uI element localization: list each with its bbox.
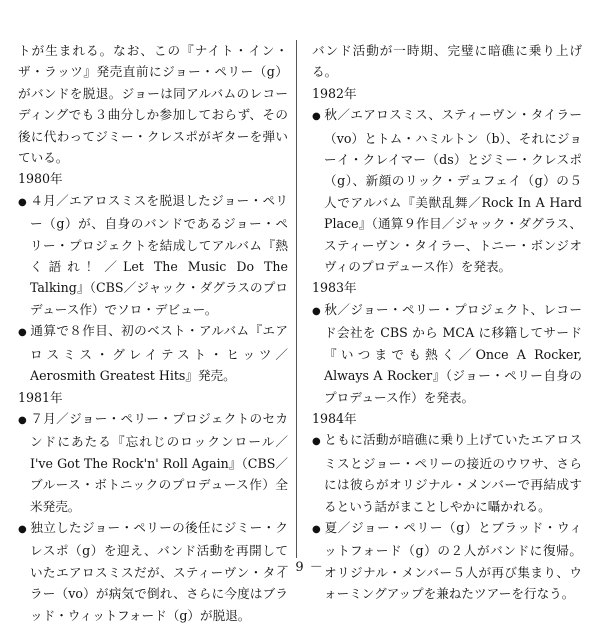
entry-text: 独立したジョー・ペリーの後任にジミー・クレスポ（g）を迎え、バンド活動を再開していたエアロスミスだが、スティーヴン・タイラー（vo）が病気で倒れ、さらに今度はブラッド・ウィットフォード（g）が脱退。 [30,519,288,623]
bullet-icon: ● [312,523,321,535]
entry-1980-april [18,190,288,320]
entry-text: ４月／エアロスミスを脱退したジョー・ペリー（g）が、自身のバンドであるジョー・ペリー・プロジェクトを結成してアルバム『熱く語れ！／Let The Music Do The Talking』（CBS／ジャック・ダグラスのプロデュース作）でソロ・デビュー。 [30,192,288,317]
bullet-icon: ● [18,327,27,339]
year-heading-1984: 1984年 [312,410,357,426]
right-column [312,40,582,605]
entry-1982-autumn [312,104,582,277]
right-intro-paragraph: バンド活動が一時期、完璧に暗礁に乗り上げる。 [312,43,582,80]
entry-text: 秋／ジョー・ペリー・プロジェクト、レコード会社を CBS から MCA に移籍してサード『いつまでも熱く／Once A Rocker, Always A Rocker』（ジョー・ペリー自身のプロデュース作）を発表。 [324,301,582,405]
entry-text: 夏／ジョー・ペリー（g）とブラッド・ウィットフォード（g）の２人がバンドに復帰。オリジナル・メンバー５人が再び集まり、ウォーミングアップを兼ねたツアーを行なう。 [324,519,582,602]
year-heading-1983: 1983年 [312,280,357,296]
bullet-icon: ● [312,111,321,123]
entry-text: ともに活動が暗礁に乗り上げていたエアロスミスとジョー・ペリーの接近のウワサ、さらには彼らがオリジナル・メンバーで再結成するという話がまことしやかに囁かれる。 [324,432,582,514]
entry-1980-best-album [18,320,288,386]
entry-1981-july [18,408,288,517]
left-intro-paragraph: トが生まれる。なお、この『ナイト・イン・ザ・ラッツ』発売直前にジョー・ペリー（g）がバンドを脱退。ジョーは同アルバムのレコーディングでも３曲分しか参加しておらず、その後に代わってジミー・クレスポがギターを弾いている。 [18,43,288,166]
page-number: － 9 － [276,560,324,575]
bullet-icon: ● [312,305,321,317]
entry-text: ７月／ジョー・ペリー・プロジェクトのセカンドにあたる『忘れじのロックンロール／I've Got The Rock'n' Roll Again』（CBS／ブルース・ボトニックのプロデュース作）全米発売。 [30,410,288,514]
entry-text: 通算で８作目、初のベスト・アルバム『エアロスミス・グレイテスト・ヒッツ／Aerosmith Greatest Hits』発売。 [30,323,288,384]
column-divider [296,40,297,558]
bullet-icon: ● [18,196,27,208]
year-heading-1982: 1982年 [312,85,357,101]
bullet-icon: ● [312,436,321,448]
left-column [18,40,288,626]
year-heading-1981: 1981年 [18,389,63,405]
bullet-icon: ● [18,523,27,535]
entry-1984-rumor [312,429,582,517]
entry-1983-autumn [312,299,582,408]
year-heading-1980: 1980年 [18,171,63,187]
entry-text: 秋／エアロスミス、スティーヴン・タイラー（vo）とトム・ハミルトン（b）、それにジョーイ・クレイマー（ds）とジミー・クレスポ（g）、新顔のリック・デュフェイ（g）の５人でアルバム『美獣乱舞／Rock In A Hard Place』（通算９作目／ジャック・ダグラス、スティーヴン・タイラー、トニー・ボンジオヴィのプロデュース作）を発表。 [324,107,582,275]
bullet-icon: ● [18,414,27,426]
